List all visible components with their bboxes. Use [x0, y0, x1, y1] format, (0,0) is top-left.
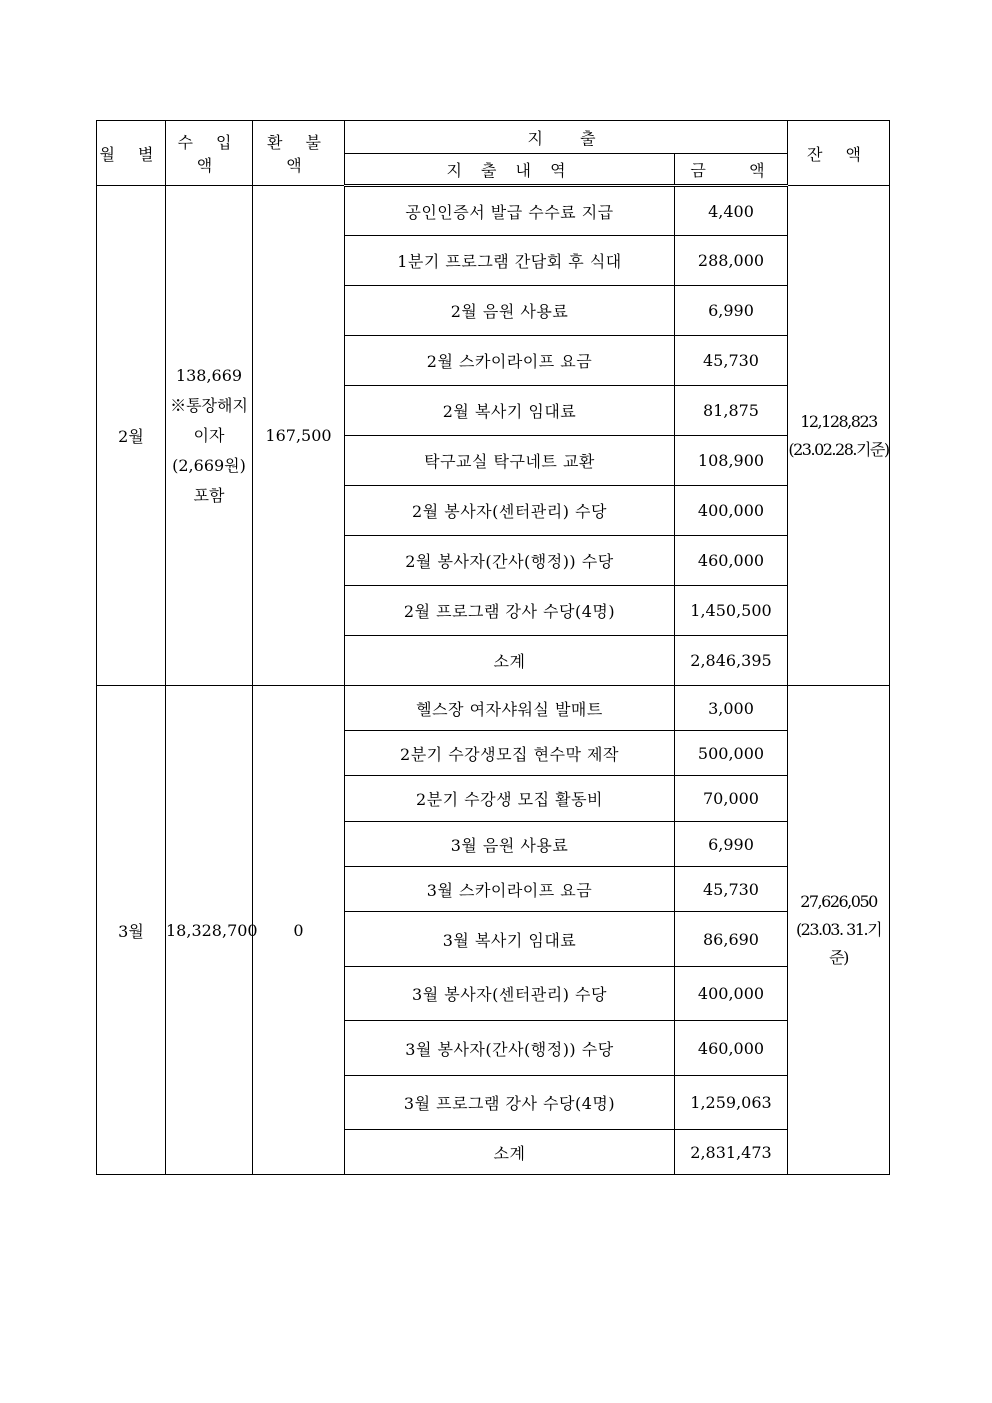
- expense-desc: 3월 프로그램 강사 수당(4명): [345, 1076, 675, 1130]
- feb-income-note: ※통장해지: [170, 395, 248, 415]
- expense-amount: 81,875: [675, 386, 788, 436]
- mar-month: 3월: [97, 686, 166, 1175]
- header-row-1: [97, 121, 890, 154]
- feb-income-note: (2,669원): [172, 455, 246, 475]
- expense-desc: 2월 음원 사용료: [345, 286, 675, 336]
- mar-balance-value: 27,626,050: [800, 892, 877, 911]
- feb-balance-value: 12,128,823: [800, 411, 877, 431]
- table-row: [97, 186, 890, 236]
- header-balance: 잔 액: [788, 121, 890, 186]
- header-expense-detail: 지 출 내 역: [345, 154, 675, 186]
- expense-amount: 460,000: [675, 536, 788, 586]
- header-amount: 금 액: [675, 154, 788, 186]
- expense-amount: 1,259,063: [675, 1076, 788, 1130]
- expense-amount: 288,000: [675, 236, 788, 286]
- expense-amount: 70,000: [675, 776, 788, 822]
- expense-desc: 3월 봉사자(센터관리) 수당: [345, 967, 675, 1021]
- expense-desc: 1분기 프로그램 간담회 후 식대: [345, 236, 675, 286]
- expense-desc: 2월 프로그램 강사 수당(4명): [345, 586, 675, 636]
- expense-amount: 6,990: [675, 286, 788, 336]
- expense-desc: 3월 음원 사용료: [345, 822, 675, 867]
- expense-desc: 2분기 수강생모집 현수막 제작: [345, 731, 675, 776]
- subtotal-label: 소계: [345, 636, 675, 686]
- subtotal-amount: 2,831,473: [675, 1130, 788, 1175]
- ledger-table: [96, 120, 890, 1175]
- feb-refund: 167,500: [253, 186, 345, 686]
- expense-amount: 400,000: [675, 486, 788, 536]
- expense-desc: 2분기 수강생 모집 활동비: [345, 776, 675, 822]
- expense-amount: 400,000: [675, 967, 788, 1021]
- feb-income: [166, 186, 253, 686]
- expense-desc: 2월 복사기 임대료: [345, 386, 675, 436]
- expense-desc: 공인인증서 발급 수수료 지급: [345, 186, 675, 236]
- mar-balance-note: (23.03. 31.기준): [795, 920, 882, 967]
- expense-amount: 86,690: [675, 912, 788, 967]
- expense-amount: 108,900: [675, 436, 788, 486]
- feb-balance: [788, 186, 890, 686]
- header-expense: 지 출: [345, 121, 788, 154]
- expense-amount: 460,000: [675, 1021, 788, 1076]
- expense-desc: 탁구교실 탁구네트 교환: [345, 436, 675, 486]
- expense-desc: 3월 봉사자(간사(행정)) 수당: [345, 1021, 675, 1076]
- table-row: [97, 686, 890, 731]
- expense-amount: 3,000: [675, 686, 788, 731]
- subtotal-label: 소계: [345, 1130, 675, 1175]
- expense-desc: 3월 스카이라이프 요금: [345, 867, 675, 912]
- expense-amount: 4,400: [675, 186, 788, 236]
- expense-amount: 45,730: [675, 336, 788, 386]
- mar-balance: [788, 686, 890, 1175]
- expense-desc: 2월 봉사자(센터관리) 수당: [345, 486, 675, 536]
- feb-balance-note: (23.02.28.기준): [788, 439, 889, 459]
- expense-amount: 45,730: [675, 867, 788, 912]
- subtotal-amount: 2,846,395: [675, 636, 788, 686]
- expense-desc: 2월 봉사자(간사(행정)) 수당: [345, 536, 675, 586]
- expense-desc: 3월 복사기 임대료: [345, 912, 675, 967]
- mar-income: 18,328,700: [166, 686, 253, 1175]
- feb-income-note: 이자: [193, 425, 225, 445]
- header-refund: 환 불 액: [253, 121, 345, 186]
- feb-income-value: 138,669: [175, 365, 243, 385]
- expense-desc: 헬스장 여자샤워실 발매트: [345, 686, 675, 731]
- expense-desc: 2월 스카이라이프 요금: [345, 336, 675, 386]
- expense-amount: 6,990: [675, 822, 788, 867]
- mar-refund: 0: [253, 686, 345, 1175]
- header-month: 월 별: [97, 121, 166, 186]
- header-income: 수 입 액: [166, 121, 253, 186]
- expense-amount: 1,450,500: [675, 586, 788, 636]
- feb-income-note: 포함: [193, 485, 225, 505]
- expense-amount: 500,000: [675, 731, 788, 776]
- feb-month: 2월: [97, 186, 166, 686]
